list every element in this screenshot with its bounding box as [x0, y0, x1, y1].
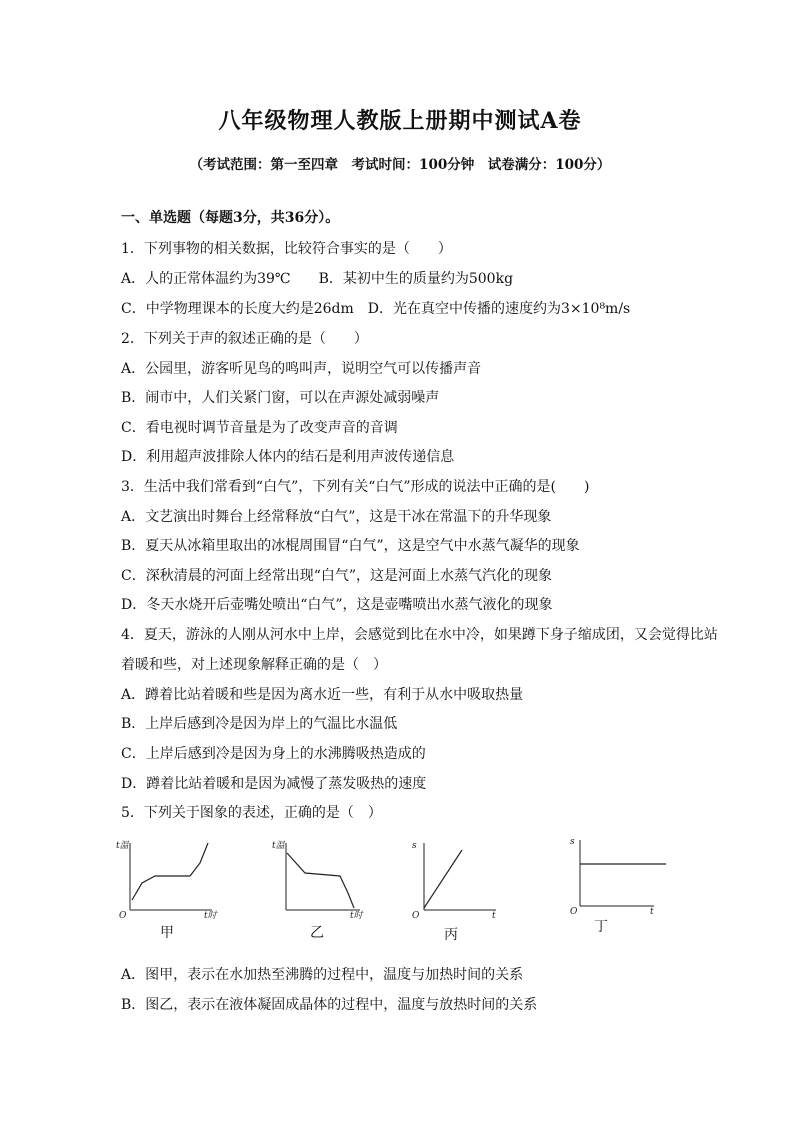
- curve: [424, 850, 462, 908]
- question-1-options-cd: C．中学物理课本的长度大约是26dm D．光在真空中传播的速度约为3×10⁸m/s: [121, 301, 631, 317]
- question-2: 2．下列关于声的叙述正确的是（ ）: [121, 331, 368, 347]
- question-2-option-c: C．看电视时调节音量是为了改变声音的音调: [121, 420, 398, 436]
- question-4-option-b: B．上岸后感到冷是因为岸上的气温比水温低: [121, 716, 398, 732]
- question-4-option-d: D．蹲着比站着暖和是因为减慢了蒸发吸热的速度: [121, 776, 427, 792]
- graph-ding: [570, 837, 680, 935]
- y-axis-label: t温: [116, 841, 129, 851]
- curve: [287, 853, 354, 908]
- origin-label: O: [412, 911, 420, 921]
- origin-label: O: [119, 911, 127, 921]
- question-3-option-c: C．深秋清晨的河面上经常出现“白气”，这是河面上水蒸气汽化的现象: [121, 568, 553, 584]
- origin-label: O: [570, 907, 578, 917]
- exam-info: （考试范围：第一至四章 考试时间：100分钟 试卷满分：100分）: [189, 157, 611, 173]
- y-axis-label: s: [412, 841, 417, 851]
- question-3-option-b: B．夏天从冰箱里取出的冰棍周围冒“白气”，这是空气中水蒸气凝华的现象: [121, 538, 580, 554]
- question-5-graphs: [100, 838, 700, 948]
- graph-bing-plot: [410, 838, 520, 921]
- question-5-option-b: B．图乙，表示在液体凝固成晶体的过程中，温度与放热时间的关系: [121, 997, 538, 1013]
- question-1-options-ab: A．人的正常体温约为39℃ B．某初中生的质量约为500kg: [121, 271, 514, 287]
- question-3: 3．生活中我们常看到“白气”，下列有关“白气”形成的说法中正确的是( ): [121, 479, 590, 495]
- graph-label: 乙: [310, 925, 324, 941]
- question-4: 4．夏天，游泳的人刚从河水中上岸，会感觉到比在水中冷，如果蹲下身子缩成团，又会觉得比站: [121, 627, 718, 643]
- y-axis-label: t温: [272, 841, 285, 851]
- question-2-option-b: B．闹市中，人们关紧门窗，可以在声源处减弱噪声: [121, 390, 440, 406]
- graph-bing: [410, 838, 520, 943]
- question-5: 5．下列关于图象的表述，正确的是（ ）: [121, 805, 382, 821]
- graph-label: 丁: [594, 919, 608, 935]
- graph-label: 甲: [160, 925, 174, 941]
- question-2-option-d: D．利用超声波排除人体内的结石是利用声波传递信息: [121, 449, 455, 465]
- section-heading: 一、单选题（每题3分，共36分）。: [121, 210, 340, 226]
- page-title: 八年级物理人教版上册期中测试A卷: [218, 108, 582, 134]
- question-4-option-c: C．上岸后感到冷是因为身上的水沸腾吸热造成的: [121, 746, 426, 762]
- graph-jia: [110, 838, 220, 941]
- question-1: 1．下列事物的相关数据，比较符合事实的是（ ）: [121, 241, 452, 257]
- question-4-cont: 着暖和些，对上述现象解释正确的是（ ）: [121, 657, 387, 673]
- graph-ding-plot: [570, 838, 680, 918]
- question-3-option-a: A．文艺演出时舞台上经常释放“白气”，这是干冰在常温下的升华现象: [121, 509, 552, 525]
- graph-label: 丙: [444, 927, 458, 943]
- question-2-option-a: A．公园里，游客听见鸟的鸣叫声，说明空气可以传播声音: [121, 361, 482, 377]
- x-axis-label: t时: [204, 911, 217, 921]
- question-3-option-d: D．冬天水烧开后壶嘴处喷出“白气”，这是壶嘴喷出水蒸气液化的现象: [121, 597, 553, 613]
- x-axis-label: t时: [350, 911, 363, 921]
- x-axis-label: t: [650, 907, 654, 917]
- question-5-option-a: A．图甲，表示在水加热至沸腾的过程中，温度与加热时间的关系: [121, 967, 524, 983]
- x-axis-label: t: [492, 911, 496, 921]
- question-4-option-a: A．蹲着比站着暖和些是因为离水近一些，有利于从水中吸取热量: [121, 687, 524, 703]
- y-axis-label: s: [570, 837, 575, 847]
- graph-yi: [270, 838, 380, 941]
- graph-jia-plot: [110, 838, 220, 921]
- graph-yi-plot: [270, 838, 380, 921]
- curve: [132, 843, 208, 900]
